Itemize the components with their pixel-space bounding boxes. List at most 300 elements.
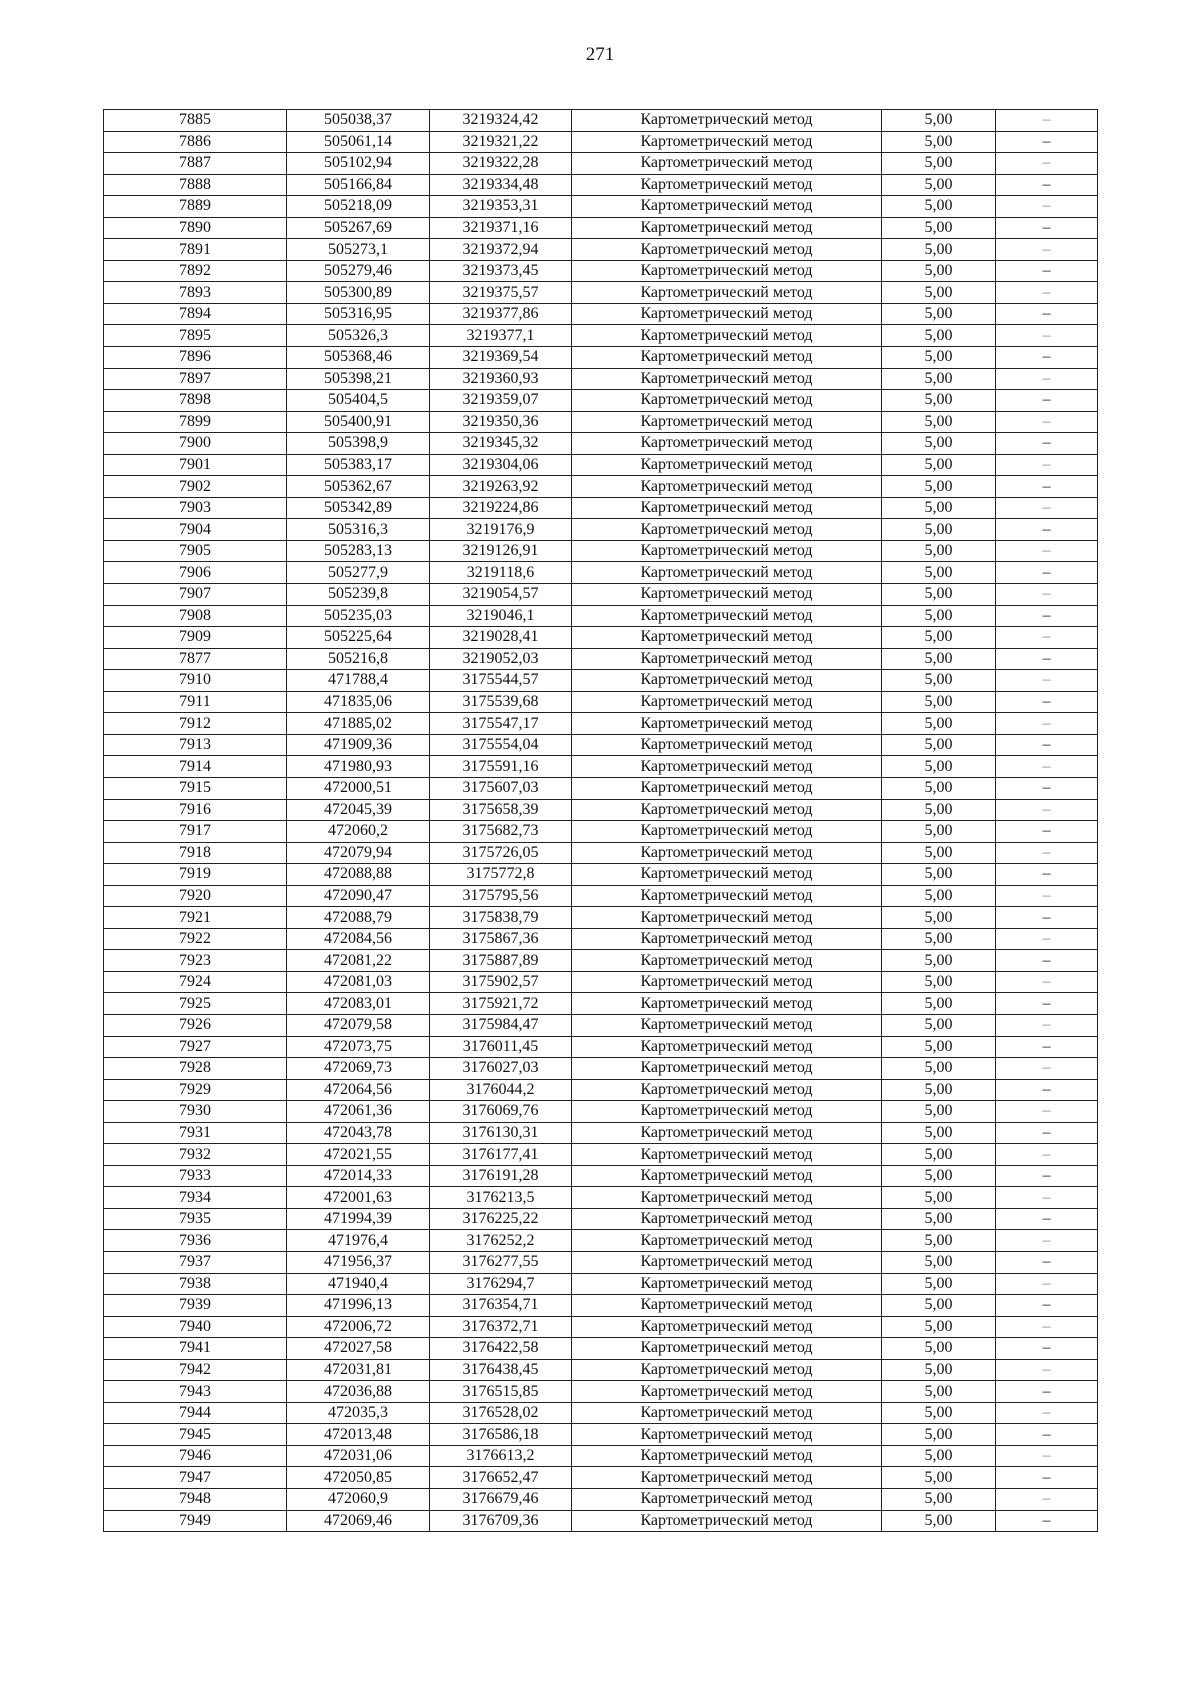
note-cell: – <box>996 928 1098 950</box>
accuracy-cell: 5,00 <box>882 110 996 132</box>
method-cell: Картометрический метод <box>572 174 882 196</box>
x-coordinate-cell: 505225,64 <box>287 627 430 649</box>
method-cell: Картометрический метод <box>572 131 882 153</box>
note-cell: – <box>996 1445 1098 1467</box>
point-number-cell: 7917 <box>104 821 287 843</box>
method-cell: Картометрический метод <box>572 842 882 864</box>
accuracy-cell: 5,00 <box>882 756 996 778</box>
y-coordinate-cell: 3219375,57 <box>430 282 572 304</box>
accuracy-cell: 5,00 <box>882 777 996 799</box>
point-number-cell: 7888 <box>104 174 287 196</box>
note-cell: – <box>996 993 1098 1015</box>
x-coordinate-cell: 505166,84 <box>287 174 430 196</box>
note-cell: – <box>996 325 1098 347</box>
y-coordinate-cell: 3219118,6 <box>430 562 572 584</box>
point-number-cell: 7897 <box>104 368 287 390</box>
x-coordinate-cell: 472090,47 <box>287 885 430 907</box>
x-coordinate-cell: 472060,2 <box>287 821 430 843</box>
accuracy-cell: 5,00 <box>882 519 996 541</box>
table-row <box>104 821 1098 843</box>
method-cell: Картометрический метод <box>572 993 882 1015</box>
table-row <box>104 1251 1098 1273</box>
method-cell: Картометрический метод <box>572 153 882 175</box>
y-coordinate-cell: 3176372,71 <box>430 1316 572 1338</box>
y-coordinate-cell: 3176130,31 <box>430 1122 572 1144</box>
point-number-cell: 7947 <box>104 1467 287 1489</box>
table-row <box>104 110 1098 132</box>
method-cell: Картометрический метод <box>572 1381 882 1403</box>
accuracy-cell: 5,00 <box>882 325 996 347</box>
x-coordinate-cell: 472031,06 <box>287 1445 430 1467</box>
x-coordinate-cell: 472079,58 <box>287 1014 430 1036</box>
point-number-cell: 7910 <box>104 670 287 692</box>
note-cell: – <box>996 1122 1098 1144</box>
table-row <box>104 562 1098 584</box>
x-coordinate-cell: 472001,63 <box>287 1187 430 1209</box>
note-cell: – <box>996 282 1098 304</box>
x-coordinate-cell: 472050,85 <box>287 1467 430 1489</box>
point-number-cell: 7934 <box>104 1187 287 1209</box>
method-cell: Картометрический метод <box>572 347 882 369</box>
method-cell: Картометрический метод <box>572 756 882 778</box>
accuracy-cell: 5,00 <box>882 993 996 1015</box>
y-coordinate-cell: 3176422,58 <box>430 1338 572 1360</box>
point-number-cell: 7935 <box>104 1208 287 1230</box>
point-number-cell: 7898 <box>104 390 287 412</box>
y-coordinate-cell: 3176044,2 <box>430 1079 572 1101</box>
table-row <box>104 864 1098 886</box>
y-coordinate-cell: 3176069,76 <box>430 1101 572 1123</box>
accuracy-cell: 5,00 <box>882 1208 996 1230</box>
method-cell: Картометрический метод <box>572 1122 882 1144</box>
table-row <box>104 1187 1098 1209</box>
accuracy-cell: 5,00 <box>882 670 996 692</box>
method-cell: Картометрический метод <box>572 433 882 455</box>
table-row <box>104 454 1098 476</box>
table-row <box>104 584 1098 606</box>
table-row <box>104 282 1098 304</box>
accuracy-cell: 5,00 <box>882 1273 996 1295</box>
point-number-cell: 7933 <box>104 1165 287 1187</box>
note-cell: – <box>996 1273 1098 1295</box>
y-coordinate-cell: 3219126,91 <box>430 540 572 562</box>
note-cell: – <box>996 821 1098 843</box>
method-cell: Картометрический метод <box>572 1014 882 1036</box>
point-number-cell: 7931 <box>104 1122 287 1144</box>
x-coordinate-cell: 471994,39 <box>287 1208 430 1230</box>
table-row <box>104 734 1098 756</box>
point-number-cell: 7911 <box>104 691 287 713</box>
point-number-cell: 7896 <box>104 347 287 369</box>
note-cell: – <box>996 1402 1098 1424</box>
y-coordinate-cell: 3219263,92 <box>430 476 572 498</box>
accuracy-cell: 5,00 <box>882 1165 996 1187</box>
note-cell: – <box>996 390 1098 412</box>
method-cell: Картометрический метод <box>572 1079 882 1101</box>
y-coordinate-cell: 3176709,36 <box>430 1510 572 1532</box>
accuracy-cell: 5,00 <box>882 799 996 821</box>
note-cell: – <box>996 131 1098 153</box>
point-number-cell: 7903 <box>104 497 287 519</box>
x-coordinate-cell: 505267,69 <box>287 217 430 239</box>
x-coordinate-cell: 472064,56 <box>287 1079 430 1101</box>
table-row <box>104 433 1098 455</box>
point-number-cell: 7938 <box>104 1273 287 1295</box>
table-row <box>104 756 1098 778</box>
accuracy-cell: 5,00 <box>882 1510 996 1532</box>
point-number-cell: 7940 <box>104 1316 287 1338</box>
accuracy-cell: 5,00 <box>882 1101 996 1123</box>
x-coordinate-cell: 472060,9 <box>287 1489 430 1511</box>
method-cell: Картометрический метод <box>572 497 882 519</box>
point-number-cell: 7892 <box>104 260 287 282</box>
x-coordinate-cell: 472083,01 <box>287 993 430 1015</box>
accuracy-cell: 5,00 <box>882 584 996 606</box>
note-cell: – <box>996 433 1098 455</box>
note-cell: – <box>996 1165 1098 1187</box>
note-cell: – <box>996 411 1098 433</box>
y-coordinate-cell: 3176438,45 <box>430 1359 572 1381</box>
method-cell: Картометрический метод <box>572 1316 882 1338</box>
x-coordinate-cell: 472036,88 <box>287 1381 430 1403</box>
table-row <box>104 1402 1098 1424</box>
method-cell: Картометрический метод <box>572 110 882 132</box>
x-coordinate-cell: 505398,9 <box>287 433 430 455</box>
x-coordinate-cell: 505398,21 <box>287 368 430 390</box>
accuracy-cell: 5,00 <box>882 260 996 282</box>
accuracy-cell: 5,00 <box>882 605 996 627</box>
x-coordinate-cell: 505239,8 <box>287 584 430 606</box>
y-coordinate-cell: 3175726,05 <box>430 842 572 864</box>
accuracy-cell: 5,00 <box>882 950 996 972</box>
method-cell: Картометрический метод <box>572 1230 882 1252</box>
accuracy-cell: 5,00 <box>882 562 996 584</box>
note-cell: – <box>996 1338 1098 1360</box>
method-cell: Картометрический метод <box>572 260 882 282</box>
note-cell: – <box>996 562 1098 584</box>
table-row <box>104 928 1098 950</box>
point-number-cell: 7913 <box>104 734 287 756</box>
x-coordinate-cell: 471940,4 <box>287 1273 430 1295</box>
accuracy-cell: 5,00 <box>882 1014 996 1036</box>
point-number-cell: 7945 <box>104 1424 287 1446</box>
note-cell: – <box>996 454 1098 476</box>
point-number-cell: 7923 <box>104 950 287 972</box>
accuracy-cell: 5,00 <box>882 928 996 950</box>
table-row <box>104 390 1098 412</box>
accuracy-cell: 5,00 <box>882 239 996 261</box>
accuracy-cell: 5,00 <box>882 1467 996 1489</box>
accuracy-cell: 5,00 <box>882 282 996 304</box>
accuracy-cell: 5,00 <box>882 1079 996 1101</box>
x-coordinate-cell: 471976,4 <box>287 1230 430 1252</box>
accuracy-cell: 5,00 <box>882 1295 996 1317</box>
table-row <box>104 347 1098 369</box>
x-coordinate-cell: 472000,51 <box>287 777 430 799</box>
note-cell: – <box>996 713 1098 735</box>
x-coordinate-cell: 472031,81 <box>287 1359 430 1381</box>
method-cell: Картометрический метод <box>572 562 882 584</box>
table-row <box>104 627 1098 649</box>
table-row <box>104 368 1098 390</box>
method-cell: Картометрический метод <box>572 1338 882 1360</box>
x-coordinate-cell: 472014,33 <box>287 1165 430 1187</box>
x-coordinate-cell: 505362,67 <box>287 476 430 498</box>
y-coordinate-cell: 3219360,93 <box>430 368 572 390</box>
point-number-cell: 7943 <box>104 1381 287 1403</box>
y-coordinate-cell: 3176225,22 <box>430 1208 572 1230</box>
method-cell: Картометрический метод <box>572 799 882 821</box>
x-coordinate-cell: 505342,89 <box>287 497 430 519</box>
point-number-cell: 7936 <box>104 1230 287 1252</box>
accuracy-cell: 5,00 <box>882 1122 996 1144</box>
method-cell: Картометрический метод <box>572 282 882 304</box>
note-cell: – <box>996 1036 1098 1058</box>
note-cell: – <box>996 1424 1098 1446</box>
accuracy-cell: 5,00 <box>882 1381 996 1403</box>
table-row <box>104 1445 1098 1467</box>
y-coordinate-cell: 3219304,06 <box>430 454 572 476</box>
x-coordinate-cell: 472081,22 <box>287 950 430 972</box>
x-coordinate-cell: 472013,48 <box>287 1424 430 1446</box>
point-number-cell: 7927 <box>104 1036 287 1058</box>
point-number-cell: 7921 <box>104 907 287 929</box>
method-cell: Картометрический метод <box>572 1165 882 1187</box>
accuracy-cell: 5,00 <box>882 476 996 498</box>
accuracy-cell: 5,00 <box>882 368 996 390</box>
table-row <box>104 476 1098 498</box>
x-coordinate-cell: 471996,13 <box>287 1295 430 1317</box>
table-row <box>104 1014 1098 1036</box>
y-coordinate-cell: 3219371,16 <box>430 217 572 239</box>
note-cell: – <box>996 1014 1098 1036</box>
table-row <box>104 885 1098 907</box>
method-cell: Картометрический метод <box>572 368 882 390</box>
point-number-cell: 7919 <box>104 864 287 886</box>
point-number-cell: 7924 <box>104 971 287 993</box>
method-cell: Картометрический метод <box>572 1467 882 1489</box>
x-coordinate-cell: 471980,93 <box>287 756 430 778</box>
accuracy-cell: 5,00 <box>882 1230 996 1252</box>
note-cell: – <box>996 691 1098 713</box>
note-cell: – <box>996 648 1098 670</box>
y-coordinate-cell: 3175591,16 <box>430 756 572 778</box>
method-cell: Картометрический метод <box>572 950 882 972</box>
note-cell: – <box>996 670 1098 692</box>
method-cell: Картометрический метод <box>572 1036 882 1058</box>
x-coordinate-cell: 505404,5 <box>287 390 430 412</box>
note-cell: – <box>996 540 1098 562</box>
note-cell: – <box>996 756 1098 778</box>
method-cell: Картометрический метод <box>572 907 882 929</box>
accuracy-cell: 5,00 <box>882 1251 996 1273</box>
table-row <box>104 411 1098 433</box>
page-number: 271 <box>585 44 615 65</box>
note-cell: – <box>996 347 1098 369</box>
table-row <box>104 691 1098 713</box>
accuracy-cell: 5,00 <box>882 1445 996 1467</box>
x-coordinate-cell: 472088,88 <box>287 864 430 886</box>
accuracy-cell: 5,00 <box>882 303 996 325</box>
note-cell: – <box>996 1381 1098 1403</box>
table-row <box>104 519 1098 541</box>
y-coordinate-cell: 3219377,1 <box>430 325 572 347</box>
table-row <box>104 1467 1098 1489</box>
point-number-cell: 7906 <box>104 562 287 584</box>
accuracy-cell: 5,00 <box>882 842 996 864</box>
y-coordinate-cell: 3176679,46 <box>430 1489 572 1511</box>
accuracy-cell: 5,00 <box>882 1424 996 1446</box>
accuracy-cell: 5,00 <box>882 390 996 412</box>
y-coordinate-cell: 3219369,54 <box>430 347 572 369</box>
x-coordinate-cell: 472084,56 <box>287 928 430 950</box>
accuracy-cell: 5,00 <box>882 971 996 993</box>
x-coordinate-cell: 505326,3 <box>287 325 430 347</box>
table-row <box>104 497 1098 519</box>
coordinates-table <box>103 109 1098 1532</box>
table-row <box>104 1101 1098 1123</box>
method-cell: Картометрический метод <box>572 971 882 993</box>
x-coordinate-cell: 505216,8 <box>287 648 430 670</box>
point-number-cell: 7890 <box>104 217 287 239</box>
y-coordinate-cell: 3175921,72 <box>430 993 572 1015</box>
accuracy-cell: 5,00 <box>882 1489 996 1511</box>
x-coordinate-cell: 472021,55 <box>287 1144 430 1166</box>
table-row <box>104 217 1098 239</box>
table-row <box>104 239 1098 261</box>
method-cell: Картометрический метод <box>572 390 882 412</box>
y-coordinate-cell: 3176027,03 <box>430 1058 572 1080</box>
y-coordinate-cell: 3219321,22 <box>430 131 572 153</box>
note-cell: – <box>996 1079 1098 1101</box>
y-coordinate-cell: 3176252,2 <box>430 1230 572 1252</box>
point-number-cell: 7920 <box>104 885 287 907</box>
x-coordinate-cell: 505316,95 <box>287 303 430 325</box>
note-cell: – <box>996 734 1098 756</box>
method-cell: Картометрический метод <box>572 239 882 261</box>
method-cell: Картометрический метод <box>572 1295 882 1317</box>
accuracy-cell: 5,00 <box>882 907 996 929</box>
table-row <box>104 777 1098 799</box>
point-number-cell: 7928 <box>104 1058 287 1080</box>
point-number-cell: 7901 <box>104 454 287 476</box>
point-number-cell: 7904 <box>104 519 287 541</box>
accuracy-cell: 5,00 <box>882 1187 996 1209</box>
note-cell: – <box>996 799 1098 821</box>
note-cell: – <box>996 260 1098 282</box>
method-cell: Картометрический метод <box>572 777 882 799</box>
point-number-cell: 7887 <box>104 153 287 175</box>
method-cell: Картометрический метод <box>572 1251 882 1273</box>
y-coordinate-cell: 3176613,2 <box>430 1445 572 1467</box>
note-cell: – <box>996 217 1098 239</box>
accuracy-cell: 5,00 <box>882 864 996 886</box>
table-row <box>104 1295 1098 1317</box>
point-number-cell: 7907 <box>104 584 287 606</box>
point-number-cell: 7918 <box>104 842 287 864</box>
y-coordinate-cell: 3176586,18 <box>430 1424 572 1446</box>
x-coordinate-cell: 505277,9 <box>287 562 430 584</box>
y-coordinate-cell: 3175902,57 <box>430 971 572 993</box>
accuracy-cell: 5,00 <box>882 217 996 239</box>
y-coordinate-cell: 3175607,03 <box>430 777 572 799</box>
point-number-cell: 7908 <box>104 605 287 627</box>
method-cell: Картометрический метод <box>572 864 882 886</box>
accuracy-cell: 5,00 <box>882 497 996 519</box>
note-cell: – <box>996 1510 1098 1532</box>
method-cell: Картометрический метод <box>572 670 882 692</box>
accuracy-cell: 5,00 <box>882 1144 996 1166</box>
point-number-cell: 7899 <box>104 411 287 433</box>
table-row <box>104 1316 1098 1338</box>
y-coordinate-cell: 3175547,17 <box>430 713 572 735</box>
accuracy-cell: 5,00 <box>882 1402 996 1424</box>
note-cell: – <box>996 1187 1098 1209</box>
accuracy-cell: 5,00 <box>882 1338 996 1360</box>
table-row <box>104 153 1098 175</box>
y-coordinate-cell: 3219322,28 <box>430 153 572 175</box>
table-row <box>104 1359 1098 1381</box>
x-coordinate-cell: 472045,39 <box>287 799 430 821</box>
table-row <box>104 1122 1098 1144</box>
table-row <box>104 993 1098 1015</box>
table-row <box>104 1230 1098 1252</box>
point-number-cell: 7941 <box>104 1338 287 1360</box>
table-row <box>104 1424 1098 1446</box>
table-row <box>104 540 1098 562</box>
method-cell: Картометрический метод <box>572 1187 882 1209</box>
y-coordinate-cell: 3219176,9 <box>430 519 572 541</box>
point-number-cell: 7942 <box>104 1359 287 1381</box>
note-cell: – <box>996 1251 1098 1273</box>
method-cell: Картометрический метод <box>572 1424 882 1446</box>
accuracy-cell: 5,00 <box>882 131 996 153</box>
note-cell: – <box>996 110 1098 132</box>
table-row <box>104 196 1098 218</box>
note-cell: – <box>996 605 1098 627</box>
point-number-cell: 7900 <box>104 433 287 455</box>
y-coordinate-cell: 3176277,55 <box>430 1251 572 1273</box>
y-coordinate-cell: 3175772,8 <box>430 864 572 886</box>
method-cell: Картометрический метод <box>572 519 882 541</box>
x-coordinate-cell: 472035,3 <box>287 1402 430 1424</box>
note-cell: – <box>996 497 1098 519</box>
table-row <box>104 1208 1098 1230</box>
note-cell: – <box>996 1359 1098 1381</box>
x-coordinate-cell: 472079,94 <box>287 842 430 864</box>
note-cell: – <box>996 1230 1098 1252</box>
y-coordinate-cell: 3219028,41 <box>430 627 572 649</box>
x-coordinate-cell: 505235,03 <box>287 605 430 627</box>
accuracy-cell: 5,00 <box>882 734 996 756</box>
accuracy-cell: 5,00 <box>882 347 996 369</box>
note-cell: – <box>996 1144 1098 1166</box>
accuracy-cell: 5,00 <box>882 691 996 713</box>
note-cell: – <box>996 1208 1098 1230</box>
x-coordinate-cell: 471835,06 <box>287 691 430 713</box>
x-coordinate-cell: 505102,94 <box>287 153 430 175</box>
method-cell: Картометрический метод <box>572 821 882 843</box>
point-number-cell: 7909 <box>104 627 287 649</box>
y-coordinate-cell: 3219052,03 <box>430 648 572 670</box>
table-row <box>104 713 1098 735</box>
table-row <box>104 950 1098 972</box>
table-row <box>104 1165 1098 1187</box>
x-coordinate-cell: 505279,46 <box>287 260 430 282</box>
point-number-cell: 7885 <box>104 110 287 132</box>
y-coordinate-cell: 3175682,73 <box>430 821 572 843</box>
table-row <box>104 1036 1098 1058</box>
